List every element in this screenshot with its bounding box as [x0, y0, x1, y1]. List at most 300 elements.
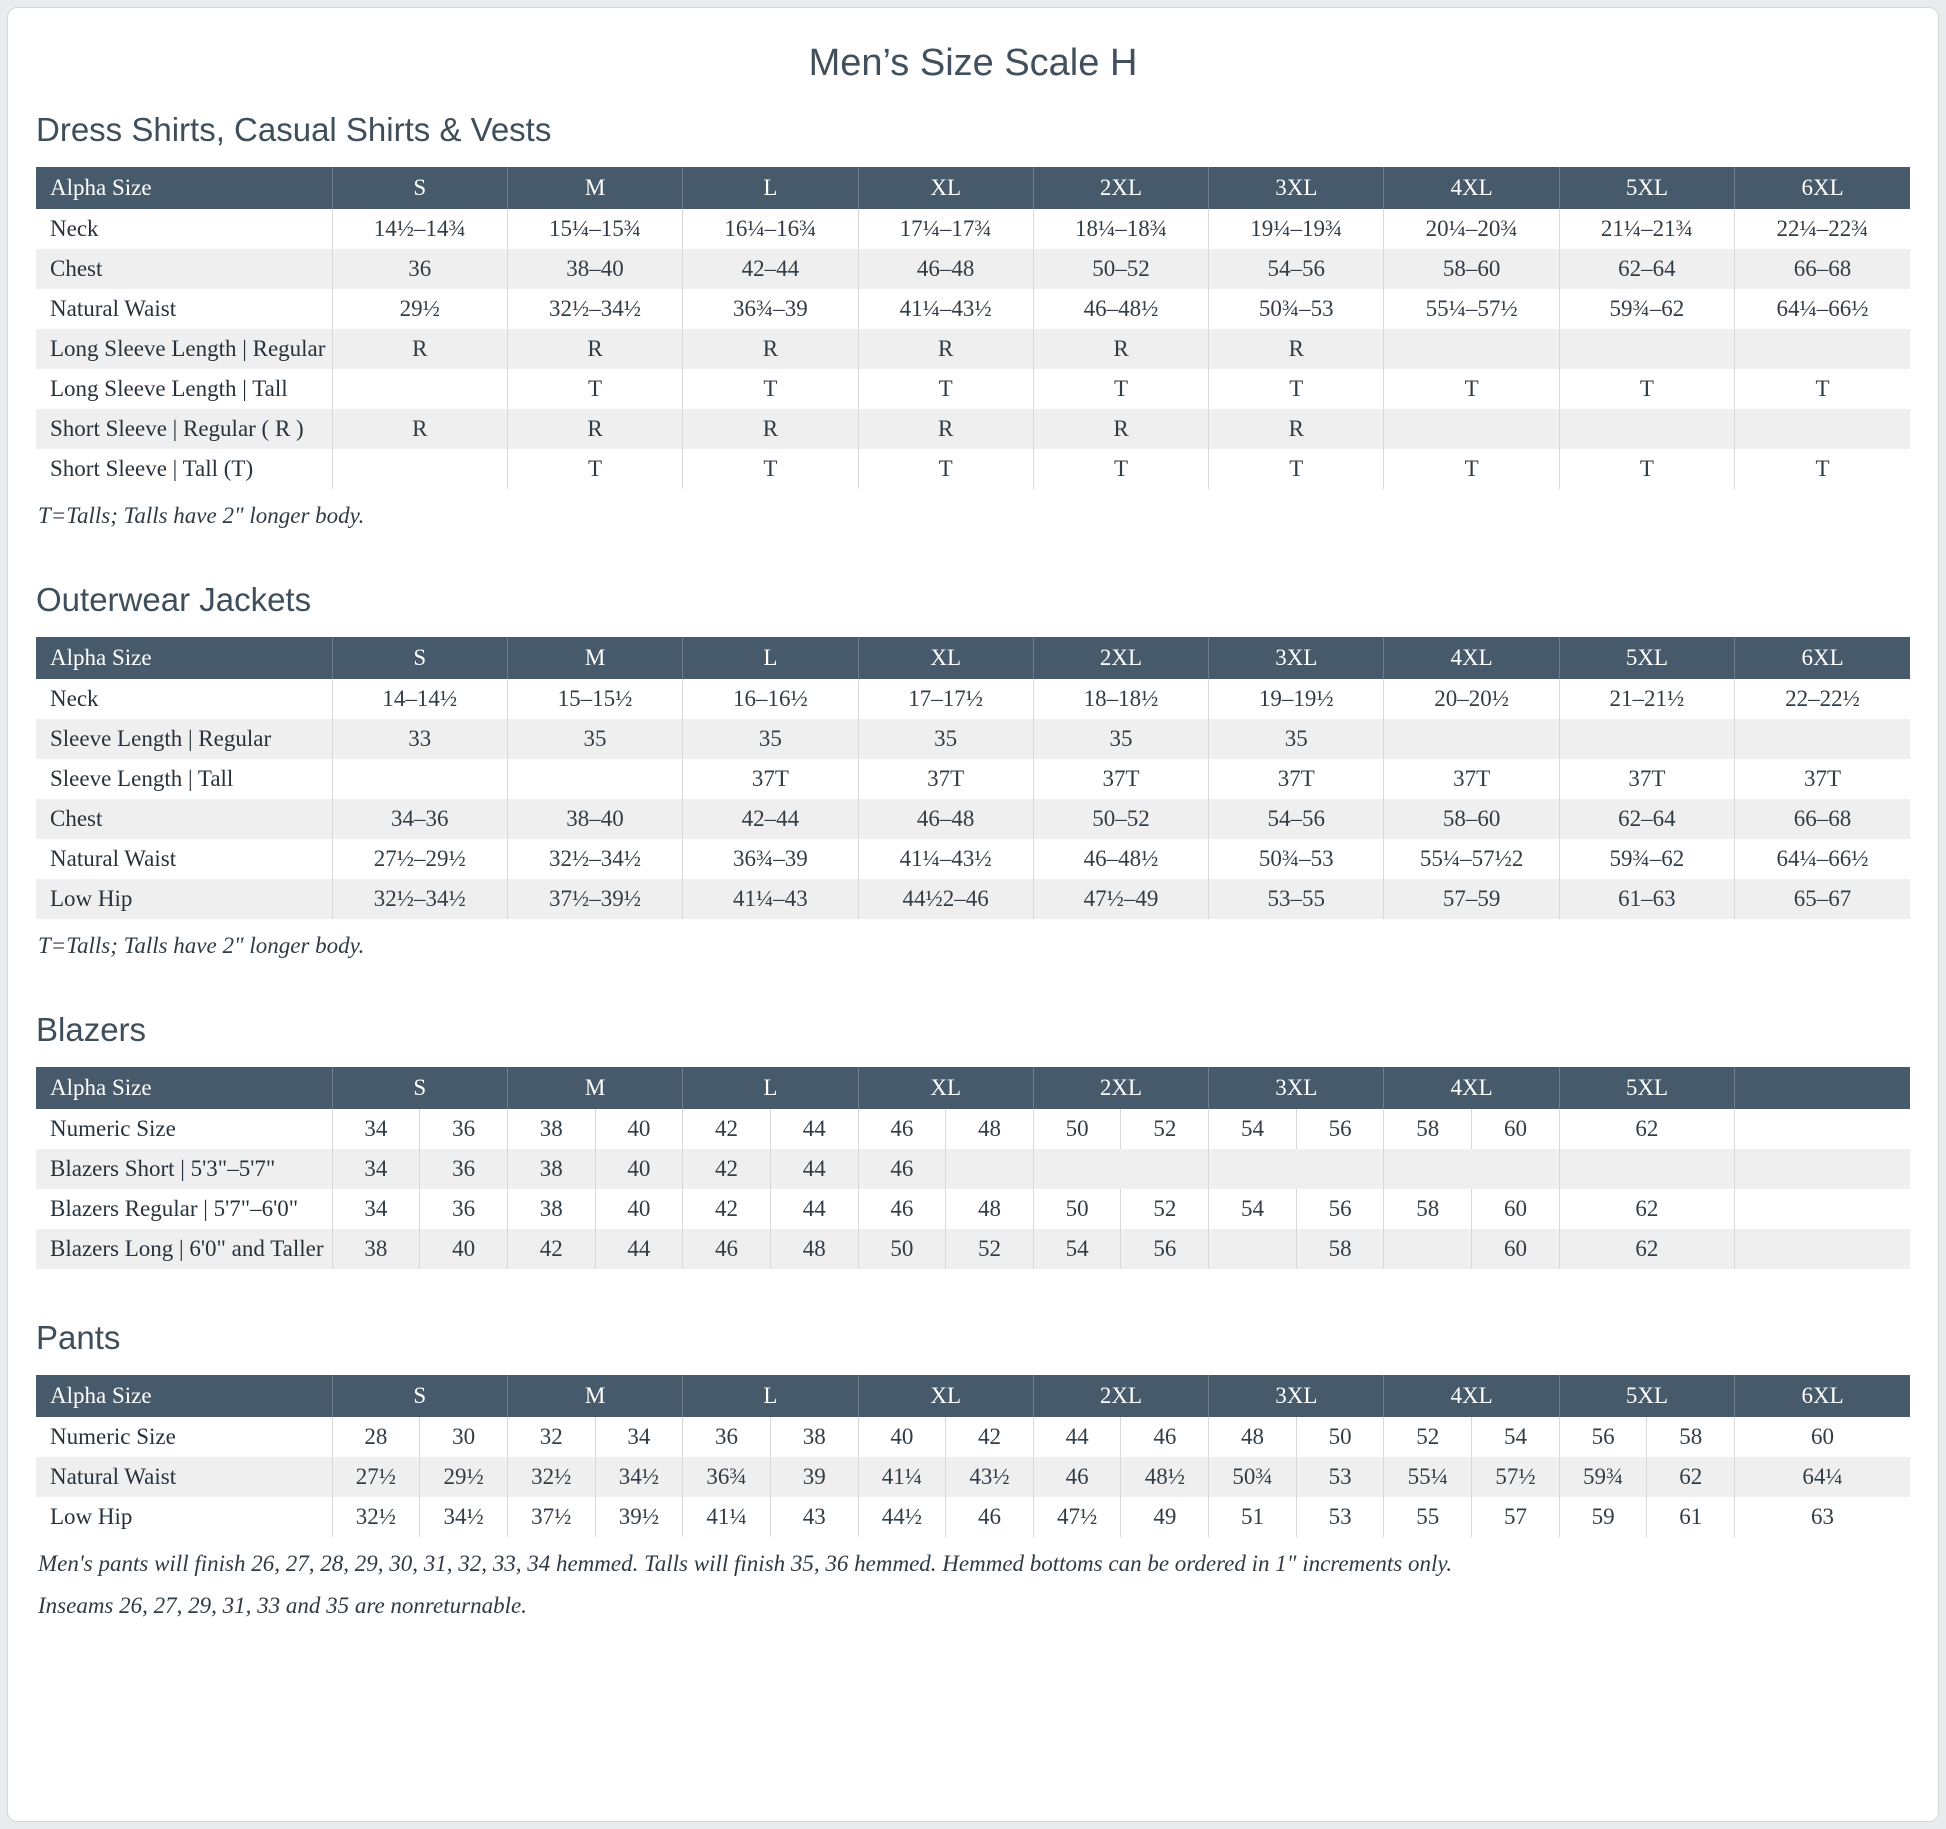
size-cell: T [1559, 449, 1734, 489]
size-cell: 36¾–39 [683, 289, 858, 329]
header-size-6XL: 6XL [1735, 637, 1910, 679]
size-cell: 36 [332, 249, 507, 289]
row-label: Chest [50, 256, 103, 281]
size-cell: 64¼ [1735, 1457, 1910, 1497]
header-size-M: M [507, 637, 682, 679]
size-cell [1735, 329, 1910, 369]
table-header-row [36, 1067, 1910, 1109]
size-cell: 66–68 [1735, 249, 1910, 289]
size-cell: T [1033, 449, 1208, 489]
size-cell: 54 [1033, 1229, 1121, 1269]
size-table-outerwear-jackets [36, 637, 1910, 919]
size-cell: 48 [946, 1109, 1034, 1149]
size-cell: 17–17½ [858, 679, 1033, 719]
table-row [36, 1497, 1910, 1537]
size-cell: T [858, 449, 1033, 489]
size-cell: 56 [1559, 1417, 1647, 1457]
size-cell: 50¾–53 [1209, 289, 1384, 329]
size-cell: 40 [858, 1417, 946, 1457]
size-cell: 37T [1559, 759, 1734, 799]
row-label: Natural Waist [50, 296, 177, 321]
size-cell [1559, 719, 1734, 759]
size-cell: R [683, 409, 858, 449]
size-cell: 37T [1209, 759, 1384, 799]
size-cell: 16–16½ [683, 679, 858, 719]
size-cell: 66–68 [1735, 799, 1910, 839]
size-cell: 51 [1209, 1497, 1297, 1537]
row-label: Sleeve Length | Regular [50, 725, 272, 751]
size-cell: 42 [507, 1229, 595, 1269]
header-size-L: L [683, 167, 858, 209]
size-cell: 14½–14¾ [332, 209, 507, 249]
table-row [36, 1109, 1910, 1149]
table-row [36, 839, 1910, 879]
size-cell: 50¾–53 [1209, 839, 1384, 879]
size-cell: 34½ [420, 1497, 508, 1537]
size-cell: 47½–49 [1033, 879, 1208, 919]
size-cell: R [1033, 409, 1208, 449]
table-row [36, 409, 1910, 449]
size-cell [1384, 719, 1559, 759]
header-size-2XL: 2XL [1033, 637, 1208, 679]
size-cell: 46–48 [858, 249, 1033, 289]
section-pants [36, 1319, 1910, 1621]
size-cell: 53 [1296, 1457, 1384, 1497]
size-cell: 44 [1033, 1417, 1121, 1457]
header-size-S: S [332, 1067, 507, 1109]
size-table-dress-shirts [36, 167, 1910, 489]
size-cell: 54 [1472, 1417, 1560, 1457]
section-blazers [36, 1011, 1910, 1269]
size-cell: 50–52 [1033, 799, 1208, 839]
header-size-3XL: 3XL [1209, 637, 1384, 679]
size-cell: R [1033, 329, 1208, 369]
size-cell: 32½ [507, 1457, 595, 1497]
size-cell: 48 [770, 1229, 858, 1269]
size-cell: 22–22½ [1735, 679, 1910, 719]
table-row [36, 1417, 1910, 1457]
size-cell: 64¼–66½ [1735, 289, 1910, 329]
size-cell: 38–40 [507, 249, 682, 289]
header-size-5XL: 5XL [1559, 1375, 1734, 1417]
header-size-XL: XL [858, 1375, 1033, 1417]
size-cell: 32½ [332, 1497, 420, 1537]
size-cell: 46–48 [858, 799, 1033, 839]
header-size-S: S [332, 1375, 507, 1417]
size-cell: 39 [770, 1457, 858, 1497]
size-cell: 46 [683, 1229, 771, 1269]
size-cell: 36¾ [683, 1457, 771, 1497]
header-size-5XL: 5XL [1559, 1067, 1734, 1109]
size-cell: 56 [1296, 1189, 1384, 1229]
table-row [36, 799, 1910, 839]
size-cell: 58 [1384, 1189, 1472, 1229]
size-cell: 43 [770, 1497, 858, 1537]
size-cell: 52 [1121, 1109, 1209, 1149]
table-row [36, 759, 1910, 799]
size-cell [1735, 409, 1910, 449]
size-cell: 42 [683, 1149, 771, 1189]
size-cell: 55 [1384, 1497, 1472, 1537]
size-cell: 40 [595, 1149, 683, 1189]
table-row [36, 1189, 1910, 1229]
size-cell: 40 [595, 1189, 683, 1229]
size-cell: 52 [1121, 1189, 1209, 1229]
size-cell: 40 [420, 1229, 508, 1269]
size-cell: 36¾–39 [683, 839, 858, 879]
size-cell [1209, 1149, 1384, 1189]
size-cell: 48½ [1121, 1457, 1209, 1497]
size-cell: 21–21½ [1559, 679, 1734, 719]
size-cell: 58–60 [1384, 799, 1559, 839]
row-label: Short Sleeve | Regular ( R ) [50, 416, 304, 441]
header-alpha-size: Alpha Size [36, 167, 332, 209]
header-size-6XL: 6XL [1735, 167, 1910, 209]
size-cell: 54 [1209, 1189, 1297, 1229]
size-cell: 42–44 [683, 249, 858, 289]
size-cell: 38 [332, 1229, 420, 1269]
row-label: Sleeve Length | Tall [50, 765, 234, 791]
size-cell: 50 [1033, 1109, 1121, 1149]
table-row [36, 679, 1910, 719]
size-cell: 50 [1033, 1189, 1121, 1229]
row-label: Long Sleeve Length | Tall [50, 376, 288, 401]
size-cell: 34 [595, 1417, 683, 1457]
size-cell: 40 [595, 1109, 683, 1149]
size-cell: 41¼–43 [683, 879, 858, 919]
size-cell: 37T [858, 759, 1033, 799]
size-cell [507, 759, 682, 799]
size-cell [332, 759, 507, 799]
size-cell: 34 [332, 1149, 420, 1189]
size-cell: 55¼ [1384, 1457, 1472, 1497]
header-size-XL: XL [858, 1067, 1033, 1109]
size-cell: T [1559, 369, 1734, 409]
footnote: Inseams 26, 27, 29, 31, 33 and 35 are nonreturnable. [38, 1592, 527, 1618]
size-cell: 17¼–17¾ [858, 209, 1033, 249]
size-cell: T [683, 449, 858, 489]
size-cell: 14–14½ [332, 679, 507, 719]
size-cell: 42 [946, 1417, 1034, 1457]
size-cell: 44 [595, 1229, 683, 1269]
size-cell [1209, 1229, 1297, 1269]
size-cell: 41¼–43½ [858, 839, 1033, 879]
row-label: Low Hip [50, 1503, 133, 1529]
size-cell: 32½–34½ [507, 289, 682, 329]
size-cell: 28 [332, 1417, 420, 1457]
header-size-2XL: 2XL [1033, 167, 1208, 209]
size-cell: T [507, 369, 682, 409]
size-cell: 36 [420, 1109, 508, 1149]
size-cell: 50 [858, 1229, 946, 1269]
size-cell: 36 [420, 1149, 508, 1189]
table-header-row [36, 637, 1910, 679]
size-cell: 44½ [858, 1497, 946, 1537]
size-cell: T [1384, 369, 1559, 409]
size-cell: 46 [1033, 1457, 1121, 1497]
size-cell: 55¼–57½2 [1384, 839, 1559, 879]
size-cell: 53–55 [1209, 879, 1384, 919]
size-cell: 58 [1647, 1417, 1735, 1457]
size-cell: 35 [858, 719, 1033, 759]
size-cell: 57–59 [1384, 879, 1559, 919]
size-cell: 64¼–66½ [1735, 839, 1910, 879]
row-label: Numeric Size [50, 1423, 176, 1449]
header-size-blank [1735, 1067, 1910, 1109]
size-cell: 37½–39½ [507, 879, 682, 919]
size-cell: 62 [1559, 1109, 1734, 1149]
row-label: Blazers Short | 5'3"–5'7" [50, 1155, 276, 1181]
size-cell: T [1735, 369, 1910, 409]
size-cell: 37T [1735, 759, 1910, 799]
size-cell: 53 [1296, 1497, 1384, 1537]
section-title-outerwear-jackets: Outerwear Jackets [36, 580, 312, 618]
header-alpha-size: Alpha Size [36, 1375, 332, 1417]
size-cell: 46 [858, 1109, 946, 1149]
size-cell: 27½ [332, 1457, 420, 1497]
size-cell: 61–63 [1559, 879, 1734, 919]
row-label: Blazers Regular | 5'7"–6'0" [50, 1195, 299, 1221]
size-cell [1384, 329, 1559, 369]
size-cell [1559, 409, 1734, 449]
page-title: Men’s Size Scale H [808, 42, 1138, 84]
table-row [36, 209, 1910, 249]
size-cell: 30 [420, 1417, 508, 1457]
size-cell: 54–56 [1209, 799, 1384, 839]
size-cell: 44 [770, 1109, 858, 1149]
header-size-XL: XL [858, 637, 1033, 679]
table-row [36, 1457, 1910, 1497]
size-cell: 65–67 [1735, 879, 1910, 919]
size-cell: 50–52 [1033, 249, 1208, 289]
table-header-row [36, 1375, 1910, 1417]
size-cell: 58 [1384, 1109, 1472, 1149]
size-cell: T [1384, 449, 1559, 489]
size-cell: T [1033, 369, 1208, 409]
size-table-blazers [36, 1067, 1910, 1269]
size-cell [1735, 1189, 1910, 1229]
size-cell: 46 [946, 1497, 1034, 1537]
size-cell: 34 [332, 1109, 420, 1149]
row-label: Blazers Long | 6'0" and Taller [50, 1235, 324, 1261]
header-size-2XL: 2XL [1033, 1067, 1208, 1109]
table-row [36, 1229, 1910, 1269]
size-cell: T [1209, 449, 1384, 489]
section-title-dress-shirts: Dress Shirts, Casual Shirts & Vests [36, 111, 552, 148]
row-label: Natural Waist [50, 1463, 177, 1489]
footnote: Men's pants will finish 26, 27, 28, 29, 30, 31, 32, 33, 34 hemmed. Talls will finish 35, 36 hemmed. Hemmed bottoms can be ordered in 1" increments only. [38, 1550, 1453, 1576]
size-cell [1384, 1229, 1472, 1269]
table-row [36, 719, 1910, 759]
size-cell: 44 [770, 1189, 858, 1229]
size-cell: 34 [332, 1189, 420, 1229]
size-cell: 59¾–62 [1559, 839, 1734, 879]
size-cell: R [858, 329, 1033, 369]
size-cell: 38 [770, 1417, 858, 1457]
size-cell: T [858, 369, 1033, 409]
size-cell: 50 [1296, 1417, 1384, 1457]
size-cell: 43½ [946, 1457, 1034, 1497]
size-cell: 36 [420, 1189, 508, 1229]
size-cell: 18–18½ [1033, 679, 1208, 719]
size-cell: 62–64 [1559, 799, 1734, 839]
size-cell: T [1735, 449, 1910, 489]
header-size-6XL: 6XL [1735, 1375, 1910, 1417]
size-cell: 35 [507, 719, 682, 759]
section-dress-shirts [36, 111, 1910, 531]
size-cell: 34–36 [332, 799, 507, 839]
size-cell [946, 1149, 1034, 1189]
size-cell: 42 [683, 1189, 771, 1229]
size-cell: 56 [1121, 1229, 1209, 1269]
size-cell: 61 [1647, 1497, 1735, 1537]
size-table-pants [36, 1375, 1910, 1537]
header-alpha-size: Alpha Size [36, 637, 332, 679]
size-cell: 59 [1559, 1497, 1647, 1537]
header-size-3XL: 3XL [1209, 167, 1384, 209]
size-cell: 20–20½ [1384, 679, 1559, 719]
row-label: Numeric Size [50, 1115, 176, 1141]
size-cell: 54–56 [1209, 249, 1384, 289]
size-cell: 41¼–43½ [858, 289, 1033, 329]
header-size-5XL: 5XL [1559, 637, 1734, 679]
size-cell: R [1209, 409, 1384, 449]
size-cell: 50¾ [1209, 1457, 1297, 1497]
size-cell [1735, 1149, 1910, 1189]
size-cell: 29½ [332, 289, 507, 329]
size-cell: R [507, 409, 682, 449]
size-cell: 57 [1472, 1497, 1560, 1537]
size-cell: 32½–34½ [332, 879, 507, 919]
size-cell: 16¼–16¾ [683, 209, 858, 249]
size-cell: 37T [1033, 759, 1208, 799]
size-cell: 29½ [420, 1457, 508, 1497]
row-label: Neck [50, 685, 99, 711]
size-cell: 58–60 [1384, 249, 1559, 289]
row-label: Neck [50, 216, 99, 241]
size-cell: 15–15½ [507, 679, 682, 719]
size-cell: 62 [1559, 1229, 1734, 1269]
table-row [36, 1149, 1910, 1189]
table-row [36, 329, 1910, 369]
size-cell: 38–40 [507, 799, 682, 839]
size-cell: T [1209, 369, 1384, 409]
size-cell: 52 [946, 1229, 1034, 1269]
size-cell: R [507, 329, 682, 369]
size-cell: R [1209, 329, 1384, 369]
table-row [36, 249, 1910, 289]
size-cell: 44 [770, 1149, 858, 1189]
size-cell [1735, 1109, 1910, 1149]
size-cell: 46 [1121, 1417, 1209, 1457]
size-cell [1384, 409, 1559, 449]
size-cell: 60 [1472, 1189, 1560, 1229]
size-cell: 41¼ [858, 1457, 946, 1497]
sections-root [36, 111, 1910, 1621]
size-cell: 46 [858, 1189, 946, 1229]
size-cell: 20¼–20¾ [1384, 209, 1559, 249]
size-cell: 56 [1296, 1109, 1384, 1149]
header-size-5XL: 5XL [1559, 167, 1734, 209]
size-cell: 35 [1033, 719, 1208, 759]
size-cell: R [683, 329, 858, 369]
size-cell: 38 [507, 1189, 595, 1229]
header-size-4XL: 4XL [1384, 1067, 1559, 1109]
size-cell: 49 [1121, 1497, 1209, 1537]
size-cell: 59¾ [1559, 1457, 1647, 1497]
size-cell: R [332, 329, 507, 369]
size-cell: 18¼–18¾ [1033, 209, 1208, 249]
footnote: T=Talls; Talls have 2" longer body. [38, 932, 365, 958]
header-size-XL: XL [858, 167, 1033, 209]
size-cell [1735, 1229, 1910, 1269]
size-cell: 21¼–21¾ [1559, 209, 1734, 249]
size-cell: 22¼–22¾ [1735, 209, 1910, 249]
table-row [36, 369, 1910, 409]
size-cell: 37T [1384, 759, 1559, 799]
size-cell: 37T [683, 759, 858, 799]
size-cell: 59¾–62 [1559, 289, 1734, 329]
size-cell: 36 [683, 1417, 771, 1457]
header-size-M: M [507, 1067, 682, 1109]
size-cell: 46–48½ [1033, 839, 1208, 879]
section-outerwear-jackets [36, 581, 1910, 961]
size-cell: R [332, 409, 507, 449]
header-size-S: S [332, 637, 507, 679]
header-size-3XL: 3XL [1209, 1375, 1384, 1417]
size-cell: T [683, 369, 858, 409]
size-cell: 33 [332, 719, 507, 759]
table-header-row [36, 167, 1910, 209]
size-cell: 52 [1384, 1417, 1472, 1457]
size-cell [1559, 1149, 1734, 1189]
size-cell: R [858, 409, 1033, 449]
header-size-4XL: 4XL [1384, 1375, 1559, 1417]
table-row [36, 449, 1910, 489]
section-title-pants: Pants [36, 1318, 121, 1356]
header-size-S: S [332, 167, 507, 209]
size-cell: 38 [507, 1149, 595, 1189]
size-cell: 55¼–57½ [1384, 289, 1559, 329]
size-cell: 60 [1735, 1417, 1910, 1457]
size-cell: 54 [1209, 1109, 1297, 1149]
size-cell [1559, 329, 1734, 369]
size-cell: 38 [507, 1109, 595, 1149]
size-cell [1384, 1149, 1559, 1189]
header-size-M: M [507, 167, 682, 209]
size-cell: 62 [1559, 1189, 1734, 1229]
size-cell: 44½2–46 [858, 879, 1033, 919]
size-cell: 60 [1472, 1109, 1560, 1149]
size-cell: 62 [1647, 1457, 1735, 1497]
header-size-L: L [683, 1375, 858, 1417]
size-cell: 19¼–19¾ [1209, 209, 1384, 249]
row-label: Low Hip [50, 885, 133, 911]
size-cell: 47½ [1033, 1497, 1121, 1537]
size-cell: 63 [1735, 1497, 1910, 1537]
size-cell: 48 [1209, 1417, 1297, 1457]
header-size-4XL: 4XL [1384, 167, 1559, 209]
size-cell: 39½ [595, 1497, 683, 1537]
row-label: Chest [50, 805, 103, 831]
footnote: T=Talls; Talls have 2" longer body. [38, 503, 365, 528]
row-label: Short Sleeve | Tall (T) [50, 456, 254, 481]
size-cell: 15¼–15¾ [507, 209, 682, 249]
size-cell: 32½–34½ [507, 839, 682, 879]
size-cell: 32 [507, 1417, 595, 1457]
header-size-2XL: 2XL [1033, 1375, 1208, 1417]
size-cell: 35 [683, 719, 858, 759]
